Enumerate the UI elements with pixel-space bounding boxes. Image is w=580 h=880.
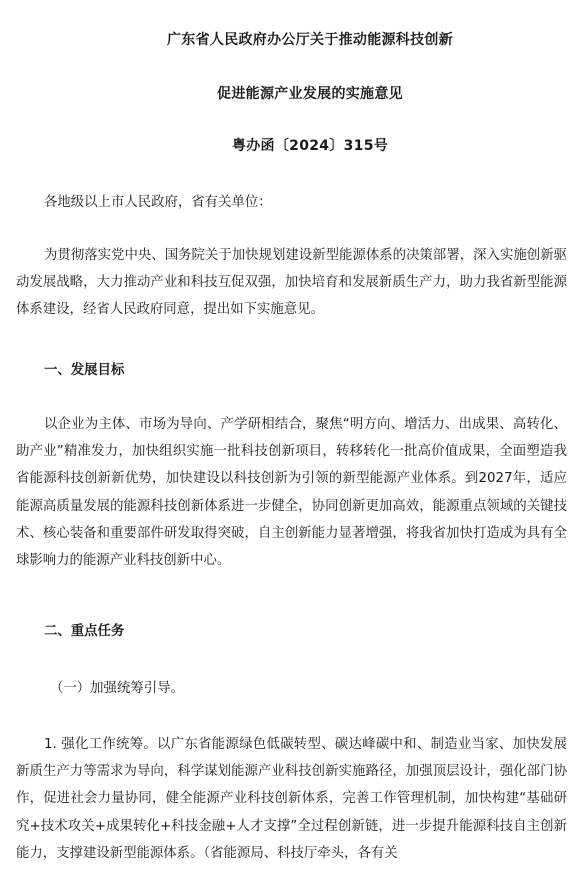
document-title-line-1: 广东省人民政府办公厅关于推动能源科技创新 [167,32,453,48]
document-title-line-2: 促进能源产业发展的实施意见 [217,86,403,102]
intro-paragraph: 为贯彻落实党中央、国务院关于加快规划建设新型能源体系的决策部署，深入实施创新驱动发展战略，大力推动产业和科技互促双强，加快培育和发展新质生产力，助力我省新型能源体系建设，经省人民政府同意，提出如下实施意见。 [16,248,567,318]
goals-paragraph: 以企业为主体、市场为导向、产学研相结合，聚焦“明方向、增活力、出成果、高转化、助产业”精准发力，加快组织实施一批科技创新项目，转移转化一批高价值成果，全面塑造我省能源科技创新新优势，加快建设以科技创新为引领的新型能源产业体系。到2027年，适应能源高质量发展的能源科技创新体系进一步健全，协同创新更加高效，能源重点领域的关键技术、核心装备和重要部件研发取得突破，自主创新能力显著增强，将我省加快打造成为具有全球影响力的能源产业科技创新中心。 [16,417,567,569]
salutation: 各地级以上市人民政府，省有关单位： [44,195,272,210]
document-number: 粤办函〔2024〕315号 [231,138,389,154]
section-heading-tasks: 二、重点任务 [44,624,125,639]
subsection-heading-coordination: （一）加强统筹引导。 [50,681,184,696]
task-item-paragraph: 1. 强化工作统筹。以广东省能源绿色低碳转型、碳达峰碳中和、制造业当家、加快发展新质生产力等需求为导向，科学谋划能源产业科技创新实施路径，加强顶层设计，强化部门协作，促进社会力量协同，健全能源产业科技创新体系，完善工作管理机制，加快构建“基础研究+技术攻关+成果转化+科技金融+人才支撑”全过程创新链，进一步提升能源科技自主创新能力，支撑建设新型能源体系。（省能源局、科技厅牵头，各有关 [16,737,567,861]
section-heading-goals: 一、发展目标 [44,363,125,378]
